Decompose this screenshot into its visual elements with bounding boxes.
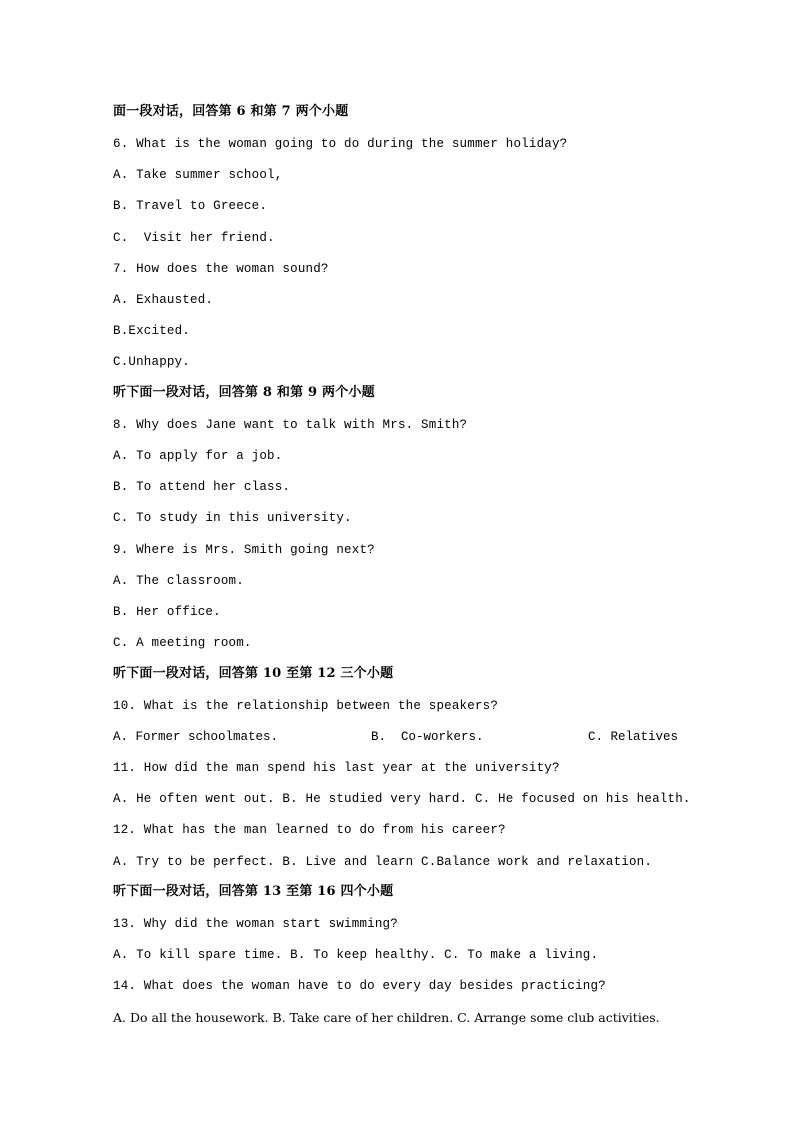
- question-6-option-b: B. Travel to Greece.: [113, 199, 268, 213]
- question-10-option-c: C. Relatives: [588, 730, 679, 744]
- question-13: 13. Why did the woman start swimming?: [113, 917, 398, 931]
- question-7-option-a: A. Exhausted.: [113, 293, 214, 307]
- question-12: 12. What has the man learned to do from his career?: [113, 823, 506, 837]
- question-6: 6. What is the woman going to do during the summer holiday?: [113, 137, 568, 151]
- question-14: 14. What does the woman have to do every day besides practicing?: [113, 979, 606, 993]
- question-9-option-a: A. The classroom.: [113, 574, 244, 588]
- question-14-options: A. Do all the housework. B. Take care of her children. C. Arrange some club activities.: [113, 1010, 660, 1025]
- question-8-option-b: B. To attend her class.: [113, 480, 291, 494]
- question-6-option-a: A. Take summer school,: [113, 168, 283, 182]
- section-heading-q10-q12: 听下面一段对话，回答第 10 至第 12 三个小题: [113, 666, 394, 681]
- question-7: 7. How does the woman sound?: [113, 262, 329, 276]
- question-11-options: A. He often went out. B. He studied very hard. C. He focused on his health.: [113, 792, 691, 806]
- question-10-option-a: A. Former schoolmates.: [113, 730, 279, 744]
- question-13-options: A. To kill spare time. B. To keep healthy. C. To make a living.: [113, 948, 599, 962]
- question-8: 8. Why does Jane want to talk with Mrs. Smith?: [113, 418, 468, 432]
- question-8-option-c: C. To study in this university.: [113, 511, 352, 525]
- section-heading-q8-q9: 听下面一段对话，回答第 8 和第 9 两个小题: [113, 385, 375, 400]
- question-7-option-c: C.Unhappy.: [113, 355, 191, 369]
- question-7-option-b: B.Excited.: [113, 324, 191, 338]
- question-9: 9. Where is Mrs. Smith going next?: [113, 543, 375, 557]
- section-heading-q13-q16: 听下面一段对话，回答第 13 至第 16 四个小题: [113, 884, 394, 899]
- question-12-options: A. Try to be perfect. B. Live and learn C.Balance work and relaxation.: [113, 855, 653, 869]
- question-11: 11. How did the man spend his last year at the university?: [113, 761, 560, 775]
- question-9-option-c: C. A meeting room.: [113, 636, 252, 650]
- section-heading-q6-q7: 面一段对话，回答第 6 和第 7 两个小题: [113, 104, 349, 119]
- question-8-option-a: A. To apply for a job.: [113, 449, 283, 463]
- question-9-option-b: B. Her office.: [113, 605, 221, 619]
- question-10: 10. What is the relationship between the speakers?: [113, 699, 499, 713]
- question-10-option-b: B. Co-workers.: [371, 730, 484, 744]
- question-6-option-c: C. Visit her friend.: [113, 231, 275, 245]
